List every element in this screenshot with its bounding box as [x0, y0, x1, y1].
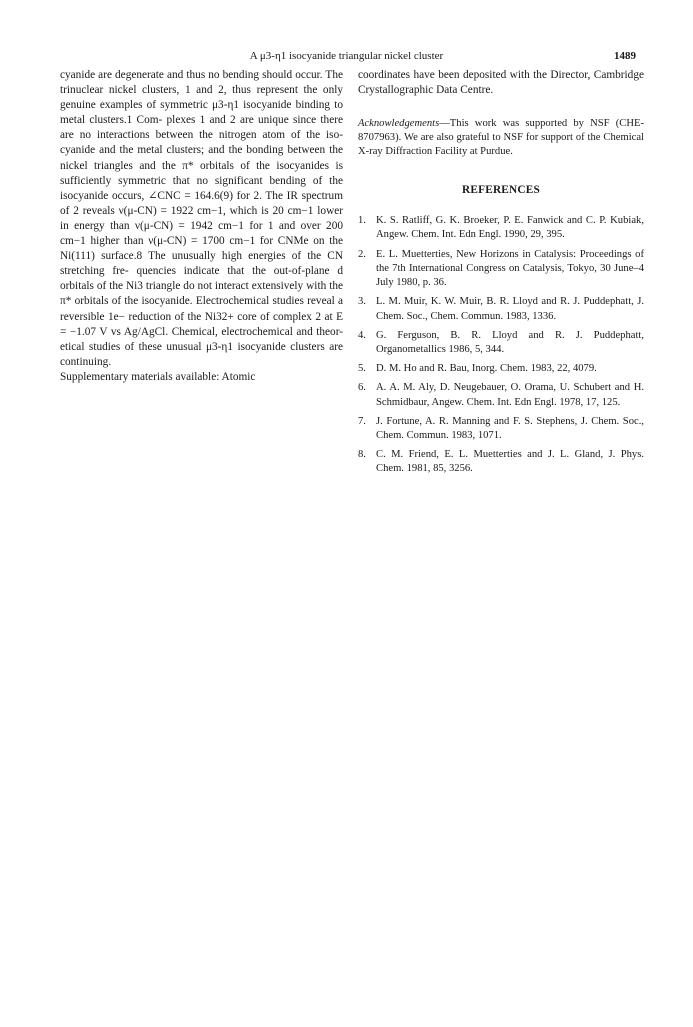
supplementary-continued: coordinates have been deposited with the Director, Cambridge Crystallographic Data Centre. [358, 69, 644, 97]
reference-number: 6. [358, 382, 366, 394]
paragraph-line: interactions between the nitrogen atom of the iso- [96, 129, 343, 142]
reference-item [358, 448, 644, 476]
reference-text: D. M. Ho and R. Bau, Inorg. Chem. 1983, 22, 4079. [376, 363, 597, 375]
paragraph-line: the Ni3 triangle do not interact extensively with [109, 280, 327, 293]
acknowledgements-heading: Acknowledgements [358, 118, 440, 130]
paragraph-line: etical studies of these unusual μ3-η1 isocyanide [60, 340, 286, 353]
paragraph-line: occur. The trinuclear nickel clusters, 1 and 2, thus [60, 69, 343, 97]
paragraph-line: studies reveal a reversible 1e− reduction of the [60, 295, 344, 323]
paragraph-line: clusters are continuing. [60, 340, 343, 368]
paragraph-line: μ3-η1 isocyanide binding to metal clusters.1 Com- [60, 99, 343, 127]
reference-number: 2. [358, 248, 366, 260]
paragraph-line: no significant bending of the isocyanide occurs, [60, 174, 343, 202]
paragraph-line: reveals ν(μ-CN) = 1922 cm−1, which is 20 cm−1 [82, 204, 314, 217]
paragraph-line: Ag/AgCl. Chemical, electrochemical and theor- [123, 325, 344, 338]
paragraph-line: lower in energy than ν(μ-CN) = 1942 cm−1 for 1 [60, 204, 344, 232]
paragraph-line: ∠CNC = 164.6(9) for 2. The IR spectrum of 2 [60, 189, 343, 217]
reference-number: 3. [358, 296, 366, 308]
paragraph-line: unusually high energies of the CN stretching fre- [60, 250, 343, 278]
left-column [60, 68, 343, 385]
paragraph-line: plexes 1 and 2 are unique since there are no [60, 114, 343, 142]
reference-number: 8. [358, 449, 366, 461]
running-title: A μ3-η1 isocyanide triangular nickel cluster [249, 50, 444, 62]
paragraph-line: cyanide are degenerate and thus no bending should [60, 69, 293, 81]
reference-item [358, 329, 644, 357]
reference-number: 7. [358, 415, 366, 427]
reference-text: J. Fortune, A. R. Manning and F. S. Stephens, J. Chem. Soc., Chem. Commun. 1983, 1071. [376, 415, 644, 441]
reference-item [358, 214, 644, 242]
right-column [358, 68, 644, 482]
reference-number: 5. [358, 363, 366, 375]
page-number: 1489 [614, 50, 636, 62]
paragraph-line: of the isocyanides is sufficiently symmetric that [60, 159, 343, 187]
reference-list [358, 214, 644, 476]
paragraph-line: and over 200 cm−1 higher than ν(μ-CN) = 1700 [60, 219, 344, 248]
paragraph-line: quencies indicate that the out-of-plane d orbitals of [60, 265, 344, 293]
paragraph-line: cyanide and the metal clusters; and the bonding [60, 144, 284, 157]
reference-text: L. M. Muir, K. W. Muir, B. R. Lloyd and R. J. Puddephatt, J. Chem. Soc., Chem. Commun. 1983, 1336. [376, 296, 644, 322]
paragraph-line: cm−1 for CNMe on the Ni(111) surface.8 The [60, 235, 344, 263]
acknowledgements-text: —This work was supported by NSF (CHE-8707963). We are also grateful to NSF for support of the Chemical X-ray Diffraction Facility at Purdue. [358, 118, 644, 158]
acknowledgements [358, 117, 644, 159]
paragraph-line: Ni32+ core of complex 2 at E = −1.07 V vs [60, 310, 343, 338]
reference-text: K. S. Ratliff, G. K. Broeker, P. E. Fanwick and C. P. Kubiak, Angew. Chem. Int. Edn Engl. 1990, 29, 395. [376, 215, 644, 241]
supplementary-lead: Supplementary materials available: Atomic [60, 370, 256, 383]
references-title: REFERENCES [462, 184, 540, 197]
reference-item [358, 248, 644, 291]
body-paragraph [60, 68, 343, 370]
reference-item [358, 415, 644, 443]
reference-text: G. Ferguson, B. R. Lloyd and R. J. Puddephatt, Organometallics 1986, 5, 344. [376, 329, 644, 355]
reference-text: E. L. Muetterties, New Horizons in Catalysis: Proceedings of the 7th International Congress on Catalysis, Tokyo, 30 June–4 July 1980, p. 36. [376, 248, 644, 289]
paragraph-line: represent the only genuine examples of symmetric [60, 84, 344, 112]
paragraph-line: the π* orbitals of the isocyanide. Electrochemical [60, 280, 343, 308]
reference-item [358, 362, 644, 376]
reference-text: A. A. M. Aly, D. Neugebauer, O. Orama, U. Schubert and H. Schmidbaur, Angew. Chem. Int. Edn Engl. 1978, 17, 125. [376, 382, 644, 408]
reference-item [358, 295, 644, 323]
reference-number: 1. [358, 215, 366, 227]
reference-item [358, 381, 644, 409]
reference-text: C. M. Friend, E. L. Muetterties and J. L. Gland, J. Phys. Chem. 1981, 85, 3256. [376, 449, 644, 475]
paragraph-line: between the nickel triangles and the π* orbitals [60, 144, 344, 172]
reference-number: 4. [358, 329, 366, 341]
